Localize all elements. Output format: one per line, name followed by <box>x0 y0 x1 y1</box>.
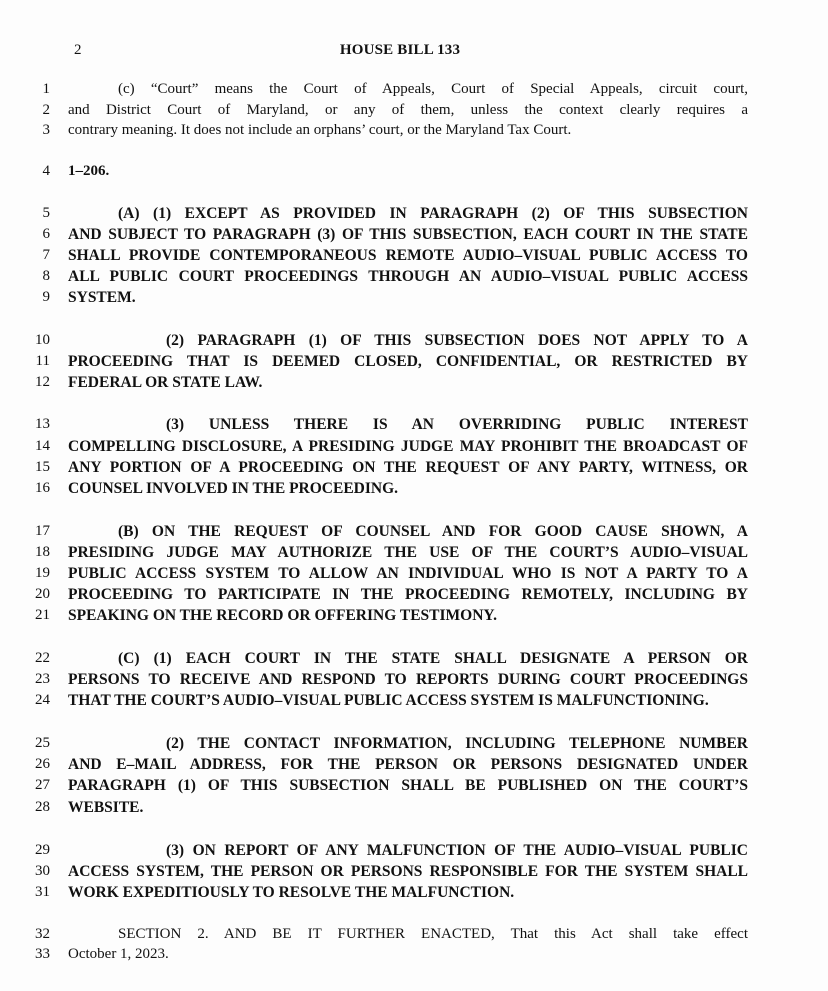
text-line <box>0 203 760 224</box>
line-text: COMPELLING DISCLOSURE, A PRESIDING JUDGE MAY PROHIBIT THE BROADCAST OF <box>68 438 748 455</box>
line-number: 22 <box>35 650 50 666</box>
line-number: 14 <box>35 438 50 454</box>
line-number: 4 <box>42 163 50 179</box>
line-text: October 1, 2023. <box>68 946 169 962</box>
line-text: AND SUBJECT TO PARAGRAPH (3) OF THIS SUBSECTION, EACH COURT IN THE STATE <box>68 226 748 243</box>
line-text: THAT THE COURT’S AUDIO–VISUAL PUBLIC ACCESS SYSTEM IS MALFUNCTIONING. <box>68 692 709 709</box>
text-line <box>0 120 760 141</box>
line-text: ALL PUBLIC COURT PROCEEDINGS THROUGH AN AUDIO–VISUAL PUBLIC ACCESS <box>68 268 748 285</box>
text-line <box>0 733 760 754</box>
text-line <box>0 414 760 435</box>
line-text: SYSTEM. <box>68 289 136 306</box>
line-number: 26 <box>35 756 50 772</box>
text-line <box>0 79 760 100</box>
text-line <box>0 840 760 861</box>
text-line <box>0 372 760 393</box>
line-text: SPEAKING ON THE RECORD OR OFFERING TESTIMONY. <box>68 607 498 624</box>
line-text: ANY PORTION OF A PROCEEDING ON THE REQUEST OF ANY PARTY, WITNESS, OR <box>68 459 748 476</box>
line-number: 5 <box>42 205 50 221</box>
line-text: and District Court of Maryland, or any of them, unless the context clearly requires a <box>68 102 748 118</box>
line-number: 32 <box>35 926 50 942</box>
line-number: 19 <box>35 565 50 581</box>
line-text: ACCESS SYSTEM, THE PERSON OR PERSONS RESPONSIBLE FOR THE SYSTEM SHALL <box>68 863 748 880</box>
line-text: FEDERAL OR STATE LAW. <box>68 374 263 391</box>
line-text: WORK EXPEDITIOUSLY TO RESOLVE THE MALFUNCTION. <box>68 884 515 901</box>
text-line <box>0 690 760 711</box>
text-line <box>0 330 760 351</box>
text-line <box>0 436 760 457</box>
line-text: PROCEEDING THAT IS DEEMED CLOSED, CONFIDENTIAL, OR RESTRICTED BY <box>68 353 748 370</box>
text-line <box>0 542 760 563</box>
line-text: COUNSEL INVOLVED IN THE PROCEEDING. <box>68 480 399 497</box>
line-text: (3) UNLESS THERE IS AN OVERRIDING PUBLIC INTEREST <box>166 416 748 433</box>
line-text: (B) ON THE REQUEST OF COUNSEL AND FOR GOOD CAUSE SHOWN, A <box>118 523 748 540</box>
line-number: 6 <box>42 226 50 242</box>
line-number: 23 <box>35 671 50 687</box>
line-number: 16 <box>35 480 50 496</box>
line-number: 1 <box>42 81 50 97</box>
text-line <box>0 563 760 584</box>
line-text: WEBSITE. <box>68 799 144 816</box>
line-text: contrary meaning. It does not include an orphans’ court, or the Maryland Tax Court. <box>68 122 572 138</box>
line-number: 21 <box>35 607 50 623</box>
line-number: 20 <box>35 586 50 602</box>
text-line <box>0 287 760 308</box>
line-text: PERSONS TO RECEIVE AND RESPOND TO REPORTS DURING COURT PROCEEDINGS <box>68 671 748 688</box>
line-number: 30 <box>35 863 50 879</box>
line-text: (2) THE CONTACT INFORMATION, INCLUDING TELEPHONE NUMBER <box>166 735 748 752</box>
line-text: (2) PARAGRAPH (1) OF THIS SUBSECTION DOES NOT APPLY TO A <box>166 332 748 349</box>
text-line <box>0 605 760 626</box>
text-line <box>0 775 760 796</box>
text-line <box>0 669 760 690</box>
text-line <box>0 882 760 903</box>
line-number: 24 <box>35 692 50 708</box>
text-line <box>0 457 760 478</box>
line-text: (C) (1) EACH COURT IN THE STATE SHALL DESIGNATE A PERSON OR <box>118 650 748 667</box>
text-line <box>0 521 760 542</box>
text-line <box>0 754 760 775</box>
text-line <box>0 224 760 245</box>
line-number: 28 <box>35 799 50 815</box>
text-line <box>0 351 760 372</box>
line-text: (3) ON REPORT OF ANY MALFUNCTION OF THE AUDIO–VISUAL PUBLIC <box>166 842 748 859</box>
line-text: PRESIDING JUDGE MAY AUTHORIZE THE USE OF THE COURT’S AUDIO–VISUAL <box>68 544 748 561</box>
line-text: SHALL PROVIDE CONTEMPORANEOUS REMOTE AUDIO–VISUAL PUBLIC ACCESS TO <box>68 247 748 264</box>
line-number: 8 <box>42 268 50 284</box>
page-number: 2 <box>74 42 82 58</box>
text-line <box>0 478 760 499</box>
text-line <box>0 100 760 121</box>
line-text: (c) “Court” means the Court of Appeals, Court of Special Appeals, circuit court, <box>118 81 748 97</box>
text-line <box>0 797 760 818</box>
line-number: 25 <box>35 735 50 751</box>
line-number: 33 <box>35 946 50 962</box>
line-number: 7 <box>42 247 50 263</box>
line-number: 13 <box>35 416 50 432</box>
line-number: 31 <box>35 884 50 900</box>
line-text: PROCEEDING TO PARTICIPATE IN THE PROCEEDING REMOTELY, INCLUDING BY <box>68 586 748 603</box>
line-text: AND E–MAIL ADDRESS, FOR THE PERSON OR PERSONS DESIGNATED UNDER <box>68 756 748 773</box>
document-title: HOUSE BILL 133 <box>339 42 461 58</box>
line-number: 29 <box>35 842 50 858</box>
section-heading <box>0 161 760 182</box>
text-line <box>0 924 760 945</box>
text-line <box>0 944 760 965</box>
text-line <box>0 648 760 669</box>
text-line <box>0 266 760 287</box>
line-text: PARAGRAPH (1) OF THIS SUBSECTION SHALL BE PUBLISHED ON THE COURT’S <box>68 777 748 794</box>
text-line <box>0 245 760 266</box>
line-number: 2 <box>42 102 50 118</box>
line-number: 12 <box>35 374 50 390</box>
line-number: 11 <box>35 353 50 369</box>
section-number: 1–206. <box>68 163 110 179</box>
line-number: 9 <box>42 289 50 305</box>
line-text: SECTION 2. AND BE IT FURTHER ENACTED, That this Act shall take effect <box>118 926 748 942</box>
line-text: PUBLIC ACCESS SYSTEM TO ALLOW AN INDIVIDUAL WHO IS NOT A PARTY TO A <box>68 565 748 582</box>
line-number: 15 <box>35 459 50 475</box>
text-line <box>0 861 760 882</box>
text-line <box>0 584 760 605</box>
line-text: (A) (1) EXCEPT AS PROVIDED IN PARAGRAPH (2) OF THIS SUBSECTION <box>118 205 748 222</box>
line-number: 18 <box>35 544 50 560</box>
line-number: 17 <box>35 523 50 539</box>
line-number: 27 <box>35 777 50 793</box>
line-number: 10 <box>35 332 50 348</box>
line-number: 3 <box>42 122 50 138</box>
